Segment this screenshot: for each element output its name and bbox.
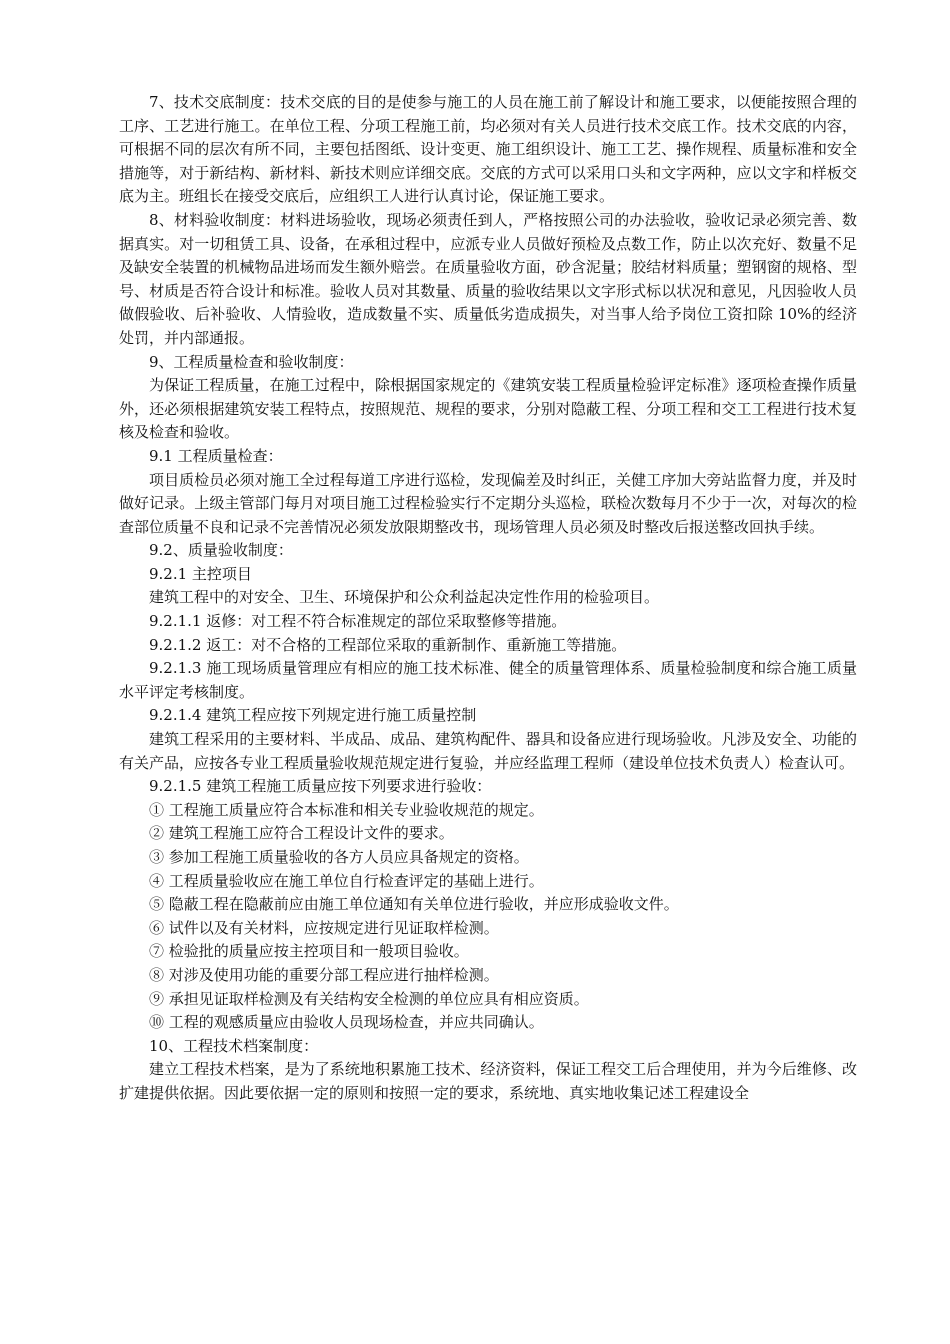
paragraph-9-intro: 为保证工程质量，在施工过程中，除根据国家规定的《建筑安装工程质量检验评定标准》逐项检查操作质量外，还必须根据建筑安装工程特点，按照规范、规程的要求，分别对隐蔽工程、分项工程和交工工程进行技术复核及检查和验收。: [119, 376, 857, 442]
document-page: [119, 91, 857, 1106]
paragraph-10-body: 建立工程技术档案，是为了系统地积累施工技术、经济资料，保证工程交工后合理使用，并为今后维修、改扩建提供依据。因此要依据一定的原则和按照一定的要求，系统地、真实地收集记述工程建设全: [119, 1060, 857, 1102]
item-9-2-1-2: 9.2.1.2 返工：对不合格的工程部位采取的重新制作、重新施工等措施。: [149, 635, 627, 654]
paragraph-9-2-1-4-body: 建筑工程采用的主要材料、半成品、成品、建筑构配件、器具和设备应进行现场验收。凡涉及安全、功能的有关产品，应按各专业工程质量验收规范规定进行复验，并应经监理工程师（建设单位技术负责人）检查认可。: [119, 730, 857, 772]
heading-9-2: 9.2、质量验收制度：: [149, 541, 293, 560]
paragraph-8-material-acceptance: 8、材料验收制度：材料进场验收，现场必须责任到人，严格按照公司的办法验收，验收记录必须完善、数据真实。对一切租赁工具、设备，在承租过程中，应派专业人员做好预检及点数工作，防止以次充好、数量不足及缺安全装置的机械物品进场而发生额外赔尝。在质量验收方面，砂含泥量；胶结材料质量；塑钢窗的规格、型号、材质是否符合设计和标准。验收人员对其数量、质量的验收结果以文字形式标以状况和意见，凡因验收人员做假验收、后补验收、人情验收，造成数量不实、质量低劣造成损失，对当事人给予岗位工资扣除 10%的经济处罚，并内部通报。: [119, 210, 857, 347]
item-9-2-1-1: 9.2.1.1 返修：对工程不符合标准规定的部位采取整修等措施。: [149, 612, 567, 631]
list-item-5: ⑤ 隐蔽工程在隐蔽前应由施工单位通知有关单位进行验收，并应形成验收文件。: [149, 895, 679, 914]
heading-10-archives: 10、工程技术档案制度：: [149, 1036, 319, 1055]
list-item-10: ⑩ 工程的观感质量应由验收人员现场检查，并应共同确认。: [149, 1013, 544, 1032]
list-item-7: ⑦ 检验批的质量应按主控项目和一般项目验收。: [149, 942, 469, 961]
list-item-1: ① 工程施工质量应符合本标准和相关专业验收规范的规定。: [149, 800, 544, 819]
paragraph-9-1-body: 项目质检员必须对施工全过程每道工序进行巡检，发现偏差及时纠正，关健工序加大旁站监督力度，并及时做好记录。上级主管部门每月对项目施工过程检验实行不定期分头巡检，联检次数每月不少于一次，对每次的检查部位质量不良和记录不完善情况必须发放限期整改书，现场管理人员必须及时整改后报送整改回执手续。: [119, 470, 857, 536]
heading-9-quality-inspection: 9、工程质量检查和验收制度：: [149, 352, 354, 371]
heading-9-2-1: 9.2.1 主控项目: [149, 564, 252, 583]
list-item-2: ② 建筑工程施工应符合工程设计文件的要求。: [149, 824, 454, 843]
list-item-8: ⑧ 对涉及使用功能的重要分部工程应进行抽样检测。: [149, 965, 499, 984]
list-item-4: ④ 工程质量验收应在施工单位自行检查评定的基础上进行。: [149, 871, 544, 890]
item-9-2-1-3: 9.2.1.3 施工现场质量管理应有相应的施工技术标准、健全的质量管理体系、质量检验制度和综合施工质量水平评定考核制度。: [119, 659, 857, 701]
paragraph-7-tech-briefing: 7、技术交底制度：技术交底的目的是使参与施工的人员在施工前了解设计和施工要求，以便能按照合理的工序、工艺进行施工。在单位工程、分项工程施工前，均必须对有关人员进行技术交底工作。技术交底的内容，可根据不同的层次有所不同，主要包括图纸、设计变更、施工组织设计、施工工艺、操作规程、质量标准和安全措施等，对于新结构、新材料、新技术则应详细交底。交底的方式可以采用口头和文字两种，应以文字和样板交底为主。班组长在接受交底后，应组织工人进行认真讨论，保证施工要求。: [119, 93, 857, 206]
item-9-2-1-4: 9.2.1.4 建筑工程应按下列规定进行施工质量控制: [149, 706, 477, 725]
heading-9-1: 9.1 工程质量检查：: [149, 446, 283, 465]
list-item-6: ⑥ 试件以及有关材料，应按规定进行见证取样检测。: [149, 918, 499, 937]
list-item-3: ③ 参加工程施工质量验收的各方人员应具备规定的资格。: [149, 848, 529, 866]
item-9-2-1-5: 9.2.1.5 建筑工程施工质量应按下列要求进行验收：: [149, 777, 492, 796]
paragraph-9-2-1-body: 建筑工程中的对安全、卫生、环境保护和公众利益起决定性作用的检验项目。: [149, 588, 660, 607]
list-item-9: ⑨ 承担见证取样检测及有关结构安全检测的单位应具有相应资质。: [149, 989, 589, 1008]
